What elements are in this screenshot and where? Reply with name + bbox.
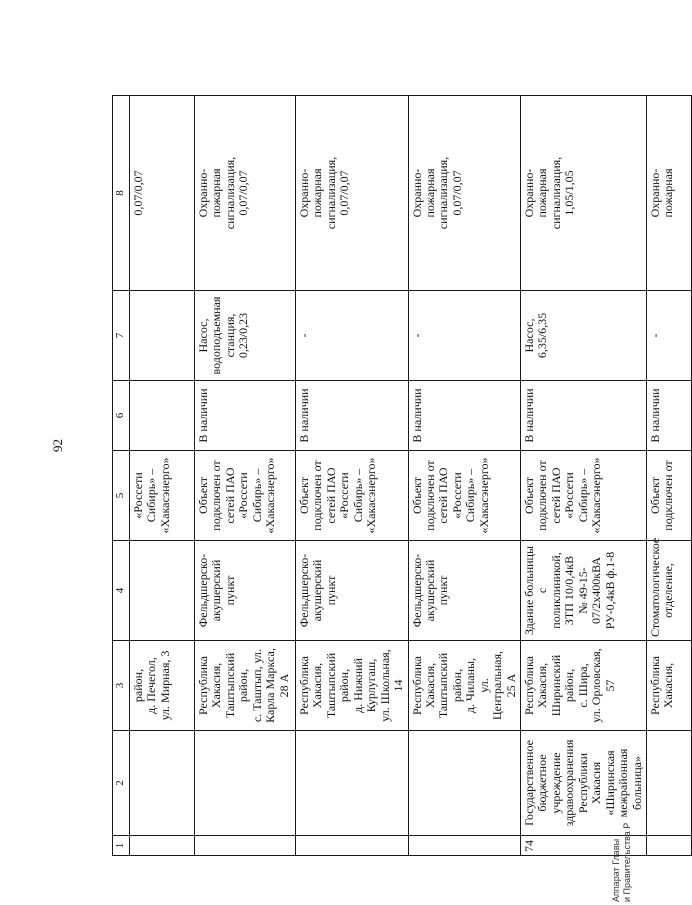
page-number: 92 [50, 439, 65, 452]
column-header: 3 [113, 641, 130, 731]
cell-address: Республика Хакасия, Таштыпский район, д. Чиланы, ул. Центральная, 25 А [408, 641, 521, 731]
cell-pump [130, 291, 195, 381]
cell-row-number [408, 836, 521, 856]
column-header: 1 [113, 836, 130, 856]
cell-generator: В наличии [408, 381, 521, 451]
table-row [130, 96, 195, 856]
column-header: 7 [113, 291, 130, 381]
cell-row-number [646, 836, 691, 856]
cell-organization [130, 731, 195, 836]
cell-address: Республика Хакасия, [646, 641, 691, 731]
cell-power-supply: Объект подключен от сетей ПАО «Россети Сибирь» – «Хакасэнерго» [195, 451, 296, 541]
column-header: 8 [113, 96, 130, 291]
table-body [130, 96, 692, 856]
cell-row-number: 74 [521, 836, 647, 856]
table-row [296, 96, 409, 856]
cell-facility: Фельдшерско- акушерский пункт [408, 541, 521, 641]
cell-power-supply: Объект подключен от сетей ПАО «Россети Сибирь» – «Хакасэнерго» [408, 451, 521, 541]
cell-generator [130, 381, 195, 451]
footer-stamp [611, 823, 633, 902]
cell-generator: В наличии [646, 381, 691, 451]
cell-pump: Насос, 6,35/6,35 [521, 291, 647, 381]
column-header: 5 [113, 451, 130, 541]
table-row [646, 96, 691, 856]
cell-organization [408, 731, 521, 836]
cell-address: Республика Хакасия, Таштыпский район, д. Нижний Курлугаш, ул. Школьная, 14 [296, 641, 409, 731]
cell-organization [195, 731, 296, 836]
cell-pump: - [646, 291, 691, 381]
header-row [113, 96, 130, 856]
table-row [521, 96, 647, 856]
document-table-sheet [112, 96, 676, 856]
cell-pump: Насос, водоподъемная станция, 0,23/0,23 [195, 291, 296, 381]
column-header: 6 [113, 381, 130, 451]
cell-row-number [195, 836, 296, 856]
cell-alarm: 0,07/0,07 [130, 96, 195, 291]
cell-address: Республика Хакасия, Ширинский район, с. Шира, ул. Орловская, 57 [521, 641, 647, 731]
table-row [195, 96, 296, 856]
cell-generator: В наличии [195, 381, 296, 451]
cell-facility: Стоматологическое отделение, [646, 541, 691, 641]
cell-row-number [130, 836, 195, 856]
cell-facility: Фельдшерско- акушерский пункт [296, 541, 409, 641]
cell-row-number [296, 836, 409, 856]
cell-organization [296, 731, 409, 836]
cell-alarm: Охранно- пожарная сигнализация, 1,05/1,05 [521, 96, 647, 291]
footer-stamp-line: и Правительства Р [621, 822, 632, 902]
footer-stamp-line: Аппарат Главы [611, 838, 621, 902]
infrastructure-table [112, 95, 692, 856]
cell-facility [130, 541, 195, 641]
cell-power-supply: Объект подключен от [646, 451, 691, 541]
cell-generator: В наличии [521, 381, 647, 451]
column-header: 2 [113, 731, 130, 836]
cell-pump: - [296, 291, 409, 381]
cell-power-supply: Объект подключен от сетей ПАО «Россети Сибирь» – «Хакасэнерго» [521, 451, 647, 541]
cell-power-supply: Объект подключен от сетей ПАО «Россети Сибирь» – «Хакасэнерго» [296, 451, 409, 541]
cell-organization: Государственное бюджетное учреждение здравоохранения Республики Хакасия «Ширинская межрайонная больница» [521, 731, 647, 836]
cell-facility: Здание больницы с поликлиникой, ЗТП 10/0,4кВ № 49-15- 07/2х400кВА РУ-0,4кВ ф.1-8 [521, 541, 647, 641]
cell-address: Республика Хакасия, Таштыпский район, с. Таштып, ул. Карла Маркса, 28 А [195, 641, 296, 731]
cell-alarm: Охранно- пожарная сигнализация, 0,07/0,07 [195, 96, 296, 291]
cell-organization [646, 731, 691, 836]
cell-pump: - [408, 291, 521, 381]
cell-facility: Фельдшерско- акушерский пункт [195, 541, 296, 641]
cell-alarm: Охранно- пожарная [646, 96, 691, 291]
table-row [408, 96, 521, 856]
cell-alarm: Охранно- пожарная сигнализация, 0,07/0,07 [296, 96, 409, 291]
cell-address: район, д. Печегол, ул. Мирная, 3 [130, 641, 195, 731]
cell-generator: В наличии [296, 381, 409, 451]
column-header: 4 [113, 541, 130, 641]
cell-power-supply: «Россети Сибирь» – «Хакасэнерго» [130, 451, 195, 541]
cell-alarm: Охранно- пожарная сигнализация, 0,07/0,07 [408, 96, 521, 291]
